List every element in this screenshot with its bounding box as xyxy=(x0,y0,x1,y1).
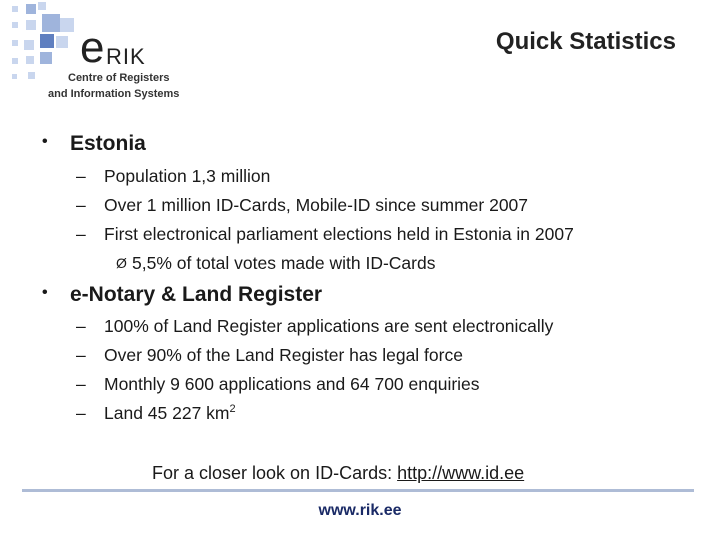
dash-icon: – xyxy=(76,403,86,423)
logo-square xyxy=(26,4,36,14)
superscript: 2 xyxy=(229,403,236,416)
id-cards-link[interactable]: http://www.id.ee xyxy=(397,463,525,483)
arrow-bullet-icon: Ø xyxy=(116,255,127,271)
logo-square xyxy=(60,18,74,32)
list-item xyxy=(76,374,480,395)
list-item-text: Population 1,3 million xyxy=(104,166,271,186)
list-item-text: Monthly 9 600 applications and 64 700 enquiries xyxy=(104,374,480,394)
sub-list-item-text: 5,5% of total votes made with ID-Cards xyxy=(132,253,436,273)
logo-square xyxy=(38,2,46,10)
section-heading-estonia xyxy=(42,132,146,156)
dash-icon: – xyxy=(76,316,86,336)
list-item xyxy=(76,224,574,245)
section-heading-text: e-Notary & Land Register xyxy=(70,283,323,306)
logo-square xyxy=(12,40,18,46)
logo-square xyxy=(40,34,54,48)
logo-square xyxy=(12,58,18,64)
footer-site-url: www.rik.ee xyxy=(318,502,402,519)
list-item xyxy=(76,403,236,424)
dash-icon: – xyxy=(76,345,86,365)
bullet-icon: • xyxy=(42,284,48,302)
logo-square xyxy=(12,74,17,79)
footer-divider xyxy=(22,489,694,492)
list-item-text: First electronical parliament elections held in Estonia in 2007 xyxy=(104,224,574,244)
logo-square xyxy=(56,36,68,48)
list-item-text: Land 45 227 km xyxy=(104,403,230,423)
footer-note-text: For a closer look on ID-Cards: xyxy=(152,463,398,483)
dash-icon: – xyxy=(76,224,86,244)
slide-title: Quick Statistics xyxy=(495,28,676,55)
section-heading-enotary xyxy=(42,283,322,307)
dash-icon: – xyxy=(76,374,86,394)
logo-square xyxy=(12,6,18,12)
logo-squares xyxy=(0,0,90,100)
list-item-text: Over 1 million ID-Cards, Mobile-ID since summer 2007 xyxy=(104,195,529,215)
list-item-text: 100% of Land Register applications are sent electronically xyxy=(104,316,554,336)
logo-subtitle-line1: Centre of Registers xyxy=(68,72,170,84)
list-item xyxy=(76,316,553,337)
logo-subtitle-line2: and Information Systems xyxy=(48,88,180,100)
logo-square xyxy=(28,72,35,79)
footer-note xyxy=(152,463,524,484)
list-item xyxy=(76,166,270,187)
list-item xyxy=(76,345,463,366)
logo-mark-e: e xyxy=(80,23,105,72)
logo-square xyxy=(40,52,52,64)
logo-square xyxy=(42,14,60,32)
logo-square xyxy=(12,22,18,28)
logo-square xyxy=(26,56,34,64)
dash-icon: – xyxy=(76,195,86,215)
logo-square xyxy=(24,40,34,50)
list-item xyxy=(76,195,528,216)
sub-list-item xyxy=(116,253,435,274)
list-item-text: Over 90% of the Land Register has legal force xyxy=(104,345,463,365)
logo-mark-rik: RIK xyxy=(106,44,146,69)
bullet-icon: • xyxy=(42,133,48,151)
logo-square xyxy=(26,20,36,30)
dash-icon: – xyxy=(76,166,86,186)
section-heading-text: Estonia xyxy=(70,132,146,155)
